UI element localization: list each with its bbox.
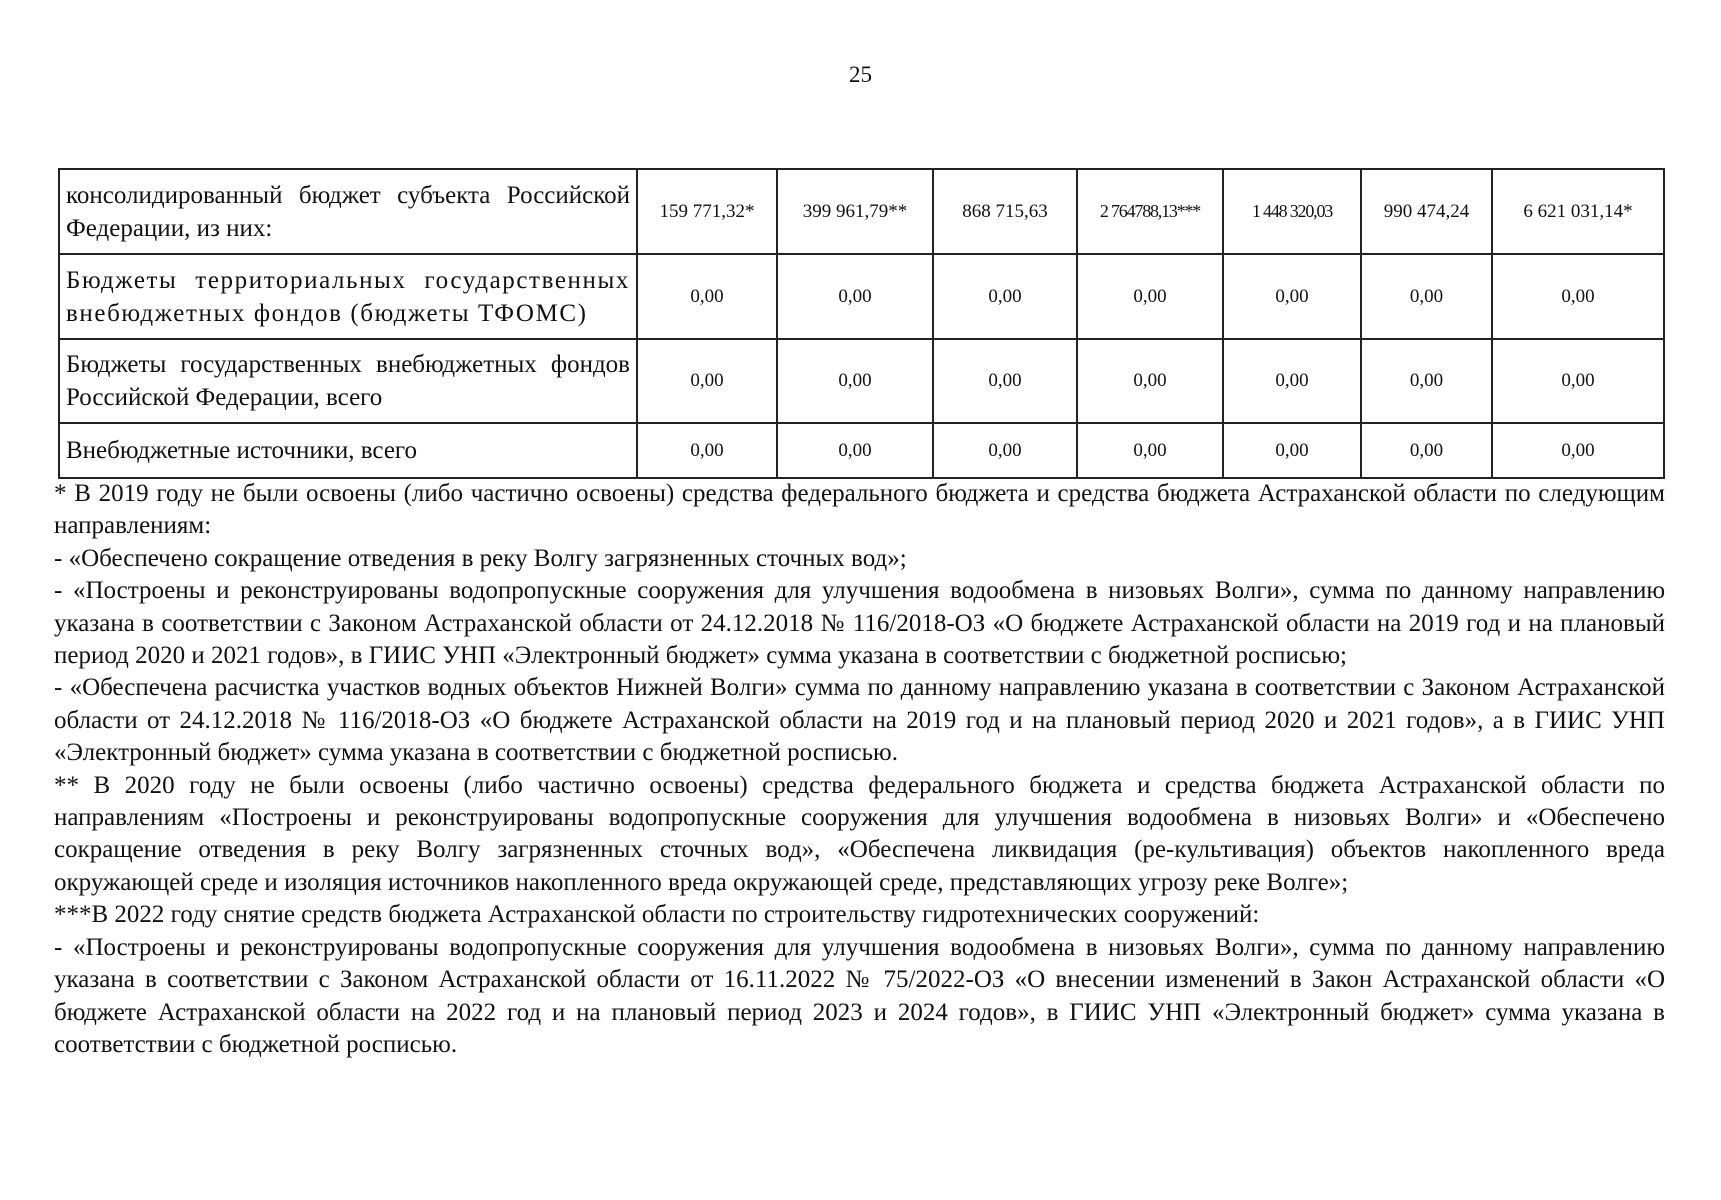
- footnote-item: - «Обеспечено сокращение отведения в реку Волгу загрязненных сточных вод»;: [54, 544, 907, 572]
- table-cell: 0,00: [1077, 423, 1223, 478]
- footnote-item: - «Обеспечена расчистка участков водных объектов Нижней Волги» сумма по данному направлению указана в соответствии с Законом Астраханской области от 24.12.2018 № 116/2018-ОЗ «О бюджете Астраханской области на 2019 год и на плановый период 2020 и 2021 годов», а в ГИИС УНП «Электронный бюджет» сумма указана в соответствии с бюджетной росписью.: [54, 674, 1665, 767]
- footnote-item: - «Построены и реконструированы водопропускные сооружения для улучшения водообмена в низовьях Волги», сумма по данному направлению указана в соответствии с Законом Астраханской области от 16.11.2022 № 75/2022-ОЗ «О внесении изменений в Закон Астраханской области «О бюджете Астраханской области на 2022 год и на плановый период 2023 и 2024 годов», в ГИИС УНП «Электронный бюджет» сумма указана в соответствии с бюджетной росписью.: [54, 933, 1665, 1058]
- footnotes: [54, 478, 1665, 1061]
- budget-table: [58, 168, 1665, 479]
- table-cell: 0,00: [1223, 423, 1361, 478]
- table-cell: 0,00: [1492, 254, 1664, 339]
- row-label: Бюджеты территориальных государственных внебюджетных фондов (бюджеты ТФОМС): [59, 254, 637, 339]
- table-cell: 0,00: [637, 254, 777, 339]
- table-cell: 0,00: [1223, 339, 1361, 423]
- table-cell: 399 961,79**: [777, 169, 933, 254]
- footnote-item: - «Построены и реконструированы водопропускные сооружения для улучшения водообмена в низовьях Волги», сумма по данному направлению указана в соответствии с Законом Астраханской области от 24.12.2018 № 116/2018-ОЗ «О бюджете Астраханской области на 2019 год и на плановый период 2020 и 2021 годов», в ГИИС УНП «Электронный бюджет» сумма указана в соответствии с бюджетной росписью;: [54, 577, 1665, 670]
- table-row-consolidated-budget: [59, 169, 1664, 254]
- table-cell: 868 715,63: [933, 169, 1077, 254]
- table-cell: 0,00: [933, 423, 1077, 478]
- footnote-2019: * В 2019 году не были освоены (либо частично освоены) средства федерального бюджета и средства бюджета Астраханской области по следующим направлениям:: [54, 480, 1665, 540]
- table-row-tfoms-budgets: [59, 254, 1664, 339]
- table-row-state-offbudget-funds: [59, 339, 1664, 423]
- table-cell: 0,00: [1077, 254, 1223, 339]
- table-cell: 0,00: [933, 254, 1077, 339]
- footnote-2020: ** В 2020 году не были освоены (либо частично освоены) средства федерального бюджета и средства бюджета Астраханской области по направлениям «Построены и реконструированы водопропускные сооружения для улучшения водообмена в низовьях Волги» и «Обеспечено сокращение отведения в реку Волгу загрязненных сточных вод», «Обеспечена ликвидация (ре-культивация) объектов накопленного вреда окружающей среде и изоляция источников накопленного вреда окружающей среде, представляющих угрозу реке Волге»;: [54, 771, 1665, 896]
- table-cell: 0,00: [1492, 423, 1664, 478]
- table-cell: 0,00: [1223, 254, 1361, 339]
- table-cell: 0,00: [1361, 254, 1492, 339]
- table-cell: 0,00: [637, 339, 777, 423]
- table-cell: 0,00: [1077, 339, 1223, 423]
- table-cell: 2 764788,13***: [1077, 169, 1223, 254]
- table-cell: 0,00: [777, 423, 933, 478]
- row-label: консолидированный бюджет субъекта Российской Федерации, из них:: [59, 169, 637, 254]
- table-cell: 0,00: [933, 339, 1077, 423]
- table-cell: 0,00: [777, 339, 933, 423]
- page-number: 25: [849, 62, 872, 87]
- table-cell: 0,00: [637, 423, 777, 478]
- table-cell: 159 771,32*: [637, 169, 777, 254]
- table-cell: 1 448 320,03: [1223, 169, 1361, 254]
- table-cell: 0,00: [1492, 339, 1664, 423]
- table-cell: 0,00: [1361, 423, 1492, 478]
- footnote-2022: ***В 2022 году снятие средств бюджета Астраханской области по строительству гидротехнических сооружений:: [54, 901, 1260, 929]
- table-row-offbudget-sources: [59, 423, 1664, 478]
- row-label: Внебюджетные источники, всего: [59, 423, 637, 478]
- table-cell: 6 621 031,14*: [1492, 169, 1664, 254]
- row-label: Бюджеты государственных внебюджетных фондов Российской Федерации, всего: [59, 339, 637, 423]
- table-cell: 0,00: [777, 254, 933, 339]
- table-cell: 990 474,24: [1361, 169, 1492, 254]
- table-cell: 0,00: [1361, 339, 1492, 423]
